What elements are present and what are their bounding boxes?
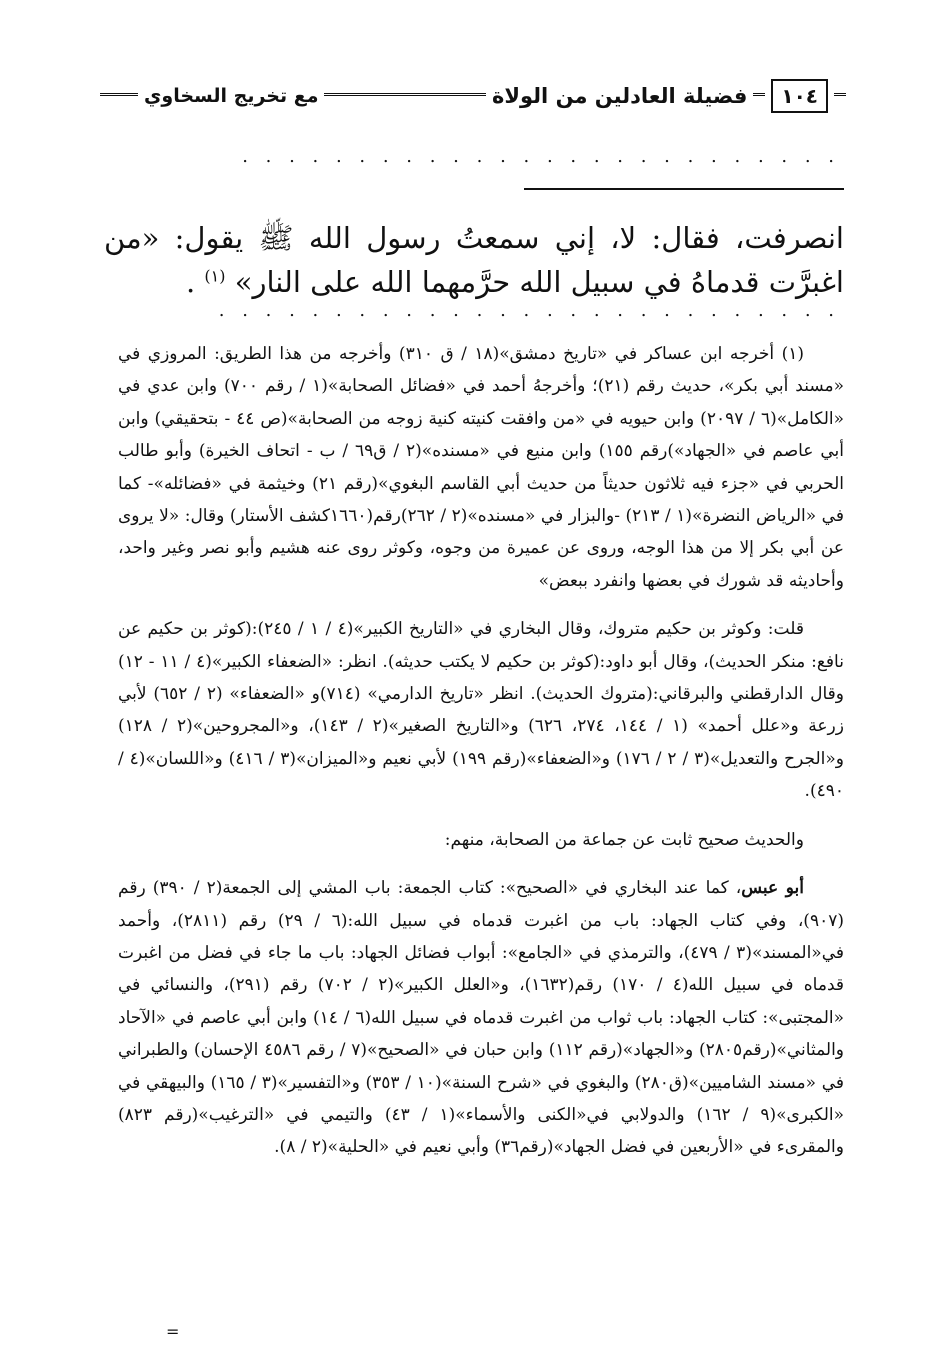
header-rule <box>100 93 138 99</box>
footnote-comment: قلت: وكوثر بن حكيم متروك، وقال البخاري في «التاريخ الكبير»(٤ / ١ / ٢٤٥):(كوثر بن حكيم عن نافع: منكر الحديث)، وقال أبو داود:(كوثر بن حكيم لا يكتب حديثه). انظر: «الضعفاء الكبير»(٤ / ١١ - ١٢) وقال الدارقطني والبرقاني:(متروك الحديث). انظر «تاريخ الدارمي» (٧١٤)و «الضعفاء» (٢ / ٦٥٢) لأبي زرعة و«علل أحمد» (١ / ١٤٤، ٢٧٤، ٦٢٦) و«التاريخ الصغير»(٢ / ١٤٣)، و«المجروحين»(٢ / ١٢٨) و«الجرح والتعديل»(٣ / ٢ / ١٧٦) و«الضعفاء»(رقم ١٩٩) لأبي نعيم و«الميزان»(٣ / ٤١٦) و«اللسان»(٤ / ٤٩٠). <box>118 619 844 802</box>
narrator-name: أبو عبس <box>741 878 804 899</box>
bottom-mark: = <box>166 1322 180 1341</box>
book-title: فضيلة العادلين من الولاة <box>491 84 748 108</box>
footnote-abu-abs <box>118 872 844 1164</box>
page-number: ١٠٤ <box>771 79 828 113</box>
footnotes <box>118 338 844 1164</box>
main-text-end: . <box>185 265 196 299</box>
header-rule <box>834 93 846 99</box>
header-rule <box>753 93 765 99</box>
top-rule <box>524 188 844 190</box>
bottom-dots: . . . . . . . . . . . . . . . . . . . . . . . . . . . <box>218 300 840 321</box>
top-dots: . . . . . . . . . . . . . . . . . . . . . . . . . . <box>242 146 840 167</box>
book-subtitle: مع تخريج السخاوي <box>144 85 319 107</box>
main-text-body: انصرفت، فقال: لا، إني سمعتُ رسول الله ﷺ يقول: «من اغبرَّت قدماهُ في سبيل الله حرَّمهما الله على النار» <box>104 221 844 299</box>
page-header <box>100 78 846 114</box>
footnote-summary: والحديث صحيح ثابت عن جماعة من الصحابة، منهم: <box>444 829 804 850</box>
header-rule <box>324 93 485 99</box>
footnote-abu-abs-text: ، كما عند البخاري في «الصحيح»: كتاب الجمعة: باب المشي إلى الجمعة(٢ / ٣٩٠) رقم (٩٠٧)، وفي كتاب الجهاد: باب من اغبرت قدماه في سبيل الله:(٦ / ٢٩) رقم (٢٨١١)، وأحمد في«المسند»(٣ / ٤٧٩)، والترمذي في «الجامع»: أبواب فضائل الجهاد: باب ما جاء في فضل من اغبرت قدماه في سبيل الله(٤ / ١٧٠) رقم(١٦٣٢)، و«العلل الكبير»(٢ / ٧٠٢) رقم (٢٩١)، والنسائي في «المجتبى»: كتاب الجهاد: باب ثواب من اغبرت قدماه في سبيل الله(٦ / ١٤) وابن أبي عاصم في «الآحاد والمثاني»(رقم٢٨٠٥) و«الجهاد»(رقم ١١٢) وابن حبان في «الصحيح»(٧ / رقم ٤٥٨٦ الإحسان) والطبراني في «مسند الشاميين»(ق٢٨٠) والبغوي في «شرح السنة»(١٠ / ٣٥٣) و«التفسير»(٣ / ١٦٥) والبيهقي في «الكبرى»(٩ / ١٦٢) والدولابي في«الكنى والأسماء»(١ / ٤٣) والتيمي في «الترغيب»(رقم ٨٢٣) والمقرىء في «الأربعين في فضل الجهاد»(رقم٣٦) وأبي نعيم في «الحلية»(٢ / ٨). <box>118 878 845 1158</box>
footnote-1: (١) أخرجه ابن عساكر في «تاريخ دمشق»(١٨ / ق ٣١٠) وأخرجه من هذا الطريق: المروزي في «مسند أبي بكر»، حديث رقم (٢١)؛ وأخرجهُ أحمد في «فضائل الصحابة»(١ / رقم ٧٠٠) وابن عدي في «الكامل»(٦ / ٢٠٩٧) وابن حيويه في «من وافقت كنيته كنية زوجه من الصحابة»(ص ٤٤ - بتحقيقي) وابن أبي عاصم في «الجهاد»)رقم ١٥٥) وابن منيع في «مسنده»(٢ / ق٦٩ / ب - اتحاف الخيرة) وأبو طالب الحربي في «جزء فيه ثلاثون حديثاً من حديث أبي القاسم البغوي»(رقم ٢١) وخيثمة في «فضائله»- كما في «الرياض النضرة»(١ / ٢١٣) -والبزار في «مسنده»(٢ / ٢٦٢)رقم(١٦٦٠كشف الأستار) وقال: «لا يروى عن أبي بكر إلا من هذا الوجه، وروى عن عميرة من وجوه، وكوثر روى عنه هشيم وأبو نصر وغير واحد، وأحاديثه قد شورك في بعضها وانفرد ببعض» <box>118 344 845 591</box>
footnote-ref: (١) <box>204 266 226 286</box>
main-text <box>104 216 844 304</box>
